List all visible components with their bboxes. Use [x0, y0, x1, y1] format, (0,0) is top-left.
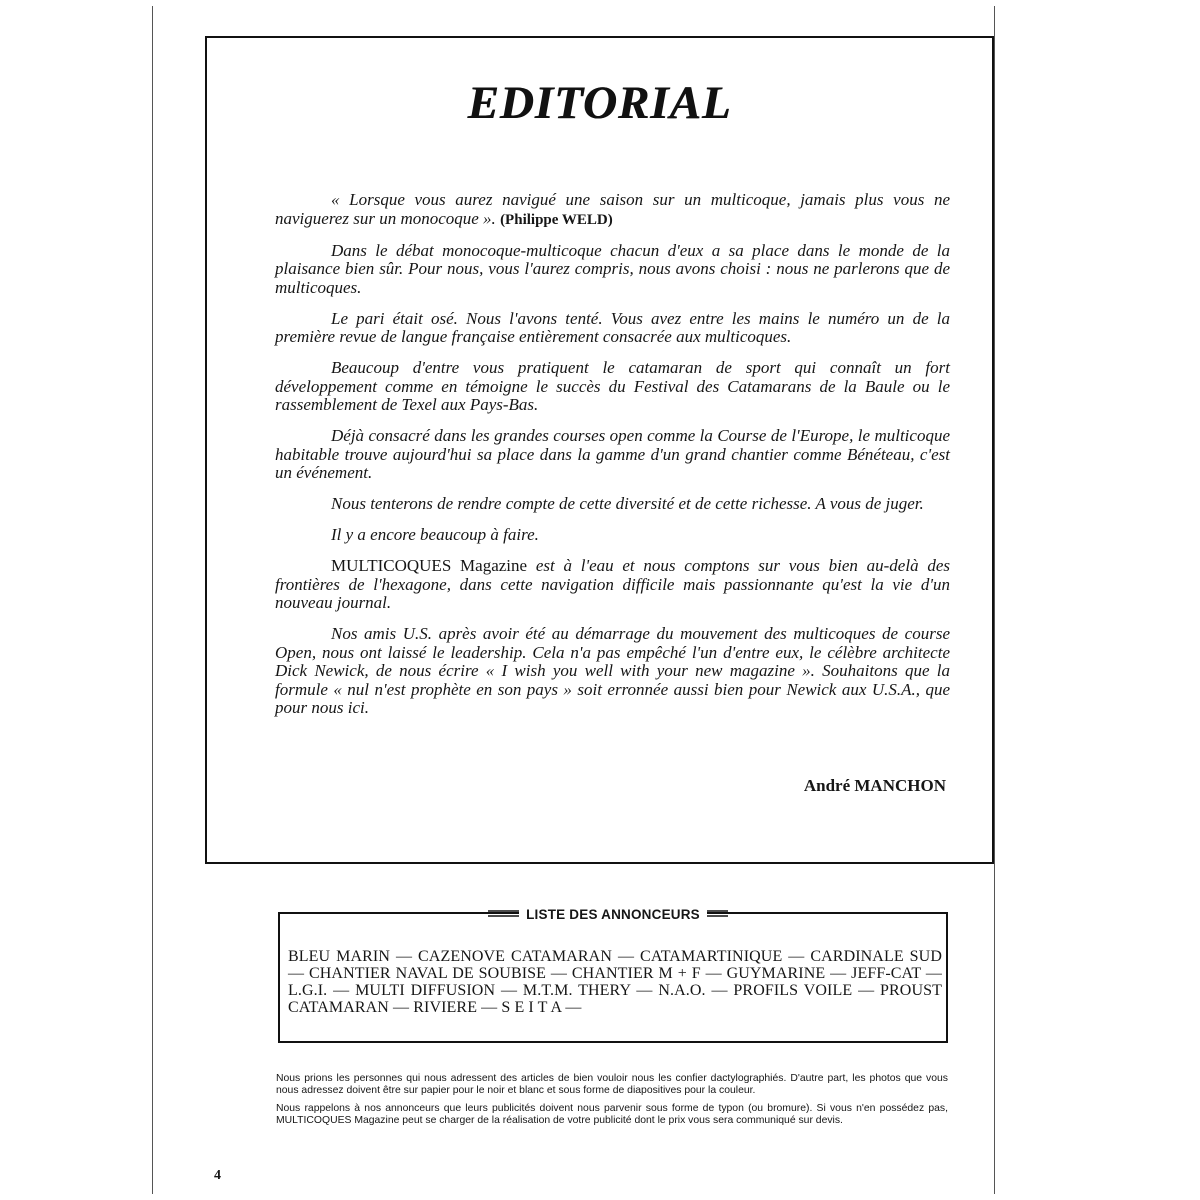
editorial-paragraph-8	[275, 557, 950, 613]
opening-quote: « Lorsque vous aurez navigué une saison sur un multicoque, jamais plus vous ne naviguerez sur un monocoque ».	[275, 190, 950, 228]
editorial-paragraph-9: Nos amis U.S. après avoir été au démarrage du mouvement des multicoques de course Open, nous ont laissé le leadership. Cela n'a pas empêché l'un d'entre eux, le célèbre architecte Dick Newick, de nous écrire « I wish you well with your new magazine ». Souhaitons que la formule « nul n'est prophète en son pays » soit erronnée aussi bien pour Newick aux U.S.A., que pour nous ici.	[275, 624, 950, 717]
editorial-paragraph-3: Le pari était osé. Nous l'avons tenté. Vous avez entre les mains le numéro un de la première revue de langue française entièrement consacrée aux multicoques.	[275, 308, 950, 346]
advertisers-list: BLEU MARIN — CAZENOVE CATAMARAN — CATAMARTINIQUE — CARDINALE SUD — CHANTIER NAVAL DE SOUBISE — CHANTIER M + F — GUYMARINE — JEFF-CAT — L.G.I. — MULTI DIFFUSION — M.T.M. THERY — N.A.O. — PROFILS VOILE — PROUST CATAMARAN — RIVIERE — S E I T A —	[288, 948, 942, 1016]
quote-attribution: (Philippe WELD)	[500, 211, 613, 228]
note-advertisers: Nous rappelons à nos annonceurs que leurs publicités doivent nous parvenir sous forme de typon (ou bromure). Si vous n'en possédez pas, MULTICOQUES Magazine peut se charger de la réalisation de votre publicité dont le prix vous sera communiqué sur devis.	[276, 1103, 948, 1126]
editorial-body	[275, 191, 950, 730]
notes-section	[276, 1073, 948, 1133]
advertisers-heading: LISTE DES ANNONCEURS	[519, 907, 707, 922]
editorial-paragraph-2: Dans le débat monocoque-multicoque chacun d'eux a sa place dans le monde de la plaisance bien sûr. Pour nous, vous l'aurez compris, nous avons choisi : nous ne parlerons que de multicoques.	[275, 240, 950, 297]
advertisers-heading-row	[278, 906, 948, 922]
magazine-name: MULTICOQUES Magazine	[331, 556, 528, 575]
advertisers-box	[278, 906, 948, 1043]
editorial-title: EDITORIAL	[467, 77, 732, 129]
note-articles: Nous prions les personnes qui nous adressent des articles de bien vouloir nous les confier dactylographiés. D'autre part, les photos que vous nous adressez doivent être sur papier pour le noir et blanc et sous forme de diapositives pour la couleur.	[276, 1073, 948, 1096]
page-number: 4	[214, 1168, 221, 1183]
editorial-paragraph-1	[275, 191, 950, 229]
editorial-paragraph-4: Beaucoup d'entre vous pratiquent le catamaran de sport qui connaît un fort développement comme en témoigne le succès du Festival des Catamarans de la Baule ou le rassemblement de Texel aux Pays-Bas.	[275, 358, 950, 414]
editorial-paragraph-5: Déjà consacré dans les grandes courses open comme la Course de l'Europe, le multicoque habitable trouve aujourd'hui sa place dans la gamme d'un grand chantier comme Bénéteau, c'est un événement.	[275, 426, 950, 482]
editorial-frame	[205, 36, 994, 864]
editorial-paragraph-7: Il y a encore beaucoup à faire.	[331, 525, 539, 544]
editorial-signature: André MANCHON	[803, 776, 946, 795]
paragraph-8-text: est à l'eau et nous comptons sur vous bien au-delà des frontières de l'hexagone, dans cette navigation difficile mais passionnante qu'est la vie d'un nouveau journal.	[275, 556, 950, 612]
editorial-paragraph-6: Nous tenterons de rendre compte de cette diversité et de cette richesse. A vous de juger.	[331, 494, 924, 513]
